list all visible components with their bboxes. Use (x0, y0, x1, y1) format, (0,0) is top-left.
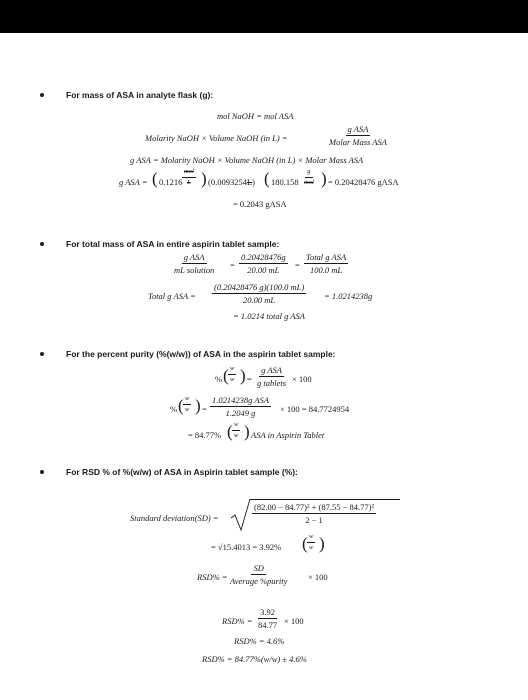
s2-frac-3 (304, 253, 348, 274)
eq-calc-v3: 180.158 (271, 177, 299, 187)
eq-calc-u1 (182, 169, 196, 186)
s4-sd-lhs: Standard deviation(SD) = (130, 513, 219, 523)
s2-frac-3-num: Total g ASA (306, 252, 347, 262)
s4-rsd-num: SD (253, 563, 264, 573)
s3-frac-2 (210, 396, 271, 417)
s2-eq-1: = (230, 260, 235, 270)
s3-frac-1 (255, 366, 288, 387)
s2-total-den: 20.00 mL (243, 294, 276, 305)
unit-g: g (305, 169, 312, 178)
s4-rsd2-times: × 100 (284, 616, 304, 626)
s4-sd-result: = √15.4013 = 3.92% (211, 542, 282, 552)
eq-calc-u3 (302, 169, 316, 186)
top-black-bar (0, 0, 528, 33)
unit-mol-struck-2: mol (304, 178, 314, 186)
unit-l-struck: L (187, 178, 191, 186)
bullet-1 (40, 93, 44, 97)
s4-rsd3: RSD% = 4.6% (234, 636, 285, 646)
s3-w-num-1: w (228, 366, 236, 375)
s2-total-num: (0.20428476 g)(100.0 mL) (214, 282, 305, 292)
s2-frac-2-num: 0.20428476g (241, 252, 286, 262)
eq-molarity-lhs: Molarity NaOH × Volume NaOH (in L) = (145, 133, 288, 143)
s3-pct-1: % (215, 374, 223, 384)
s3-frac-2-num: 1.0214238g ASA (212, 395, 269, 405)
unit-l-struck-2: L (246, 177, 253, 187)
s3-final-post: ASA in Aspirin Tablet (251, 430, 325, 440)
paren-open-1: ( (152, 169, 158, 188)
s4-rsd2-frac (256, 608, 279, 629)
eq-mol-naoh: mol NaOH = mol ASA (217, 111, 294, 121)
s2-frac-2-den: 20.00 mL (247, 264, 280, 275)
s3-final-pre: = 84.77% (188, 430, 222, 440)
s2-frac-1-den: mL solution (174, 264, 215, 275)
s2-eq-2: = (295, 260, 300, 270)
unit-mol-struck: mol (182, 169, 196, 178)
s4-rsd2-num: 3.92 (260, 607, 275, 617)
heading-total-mass: For total mass of ASA in entire aspirin tablet sample: (66, 239, 280, 249)
s3-w-den-3: w (234, 431, 239, 439)
s2-frac-2 (239, 253, 288, 274)
s3-w-num-2: w (183, 396, 191, 405)
eq-calc-rhs: = 0.20428476 gASA (328, 177, 399, 187)
eq-calc-v1: 0.1216 (159, 177, 183, 187)
paren-open-3: ( (264, 169, 270, 188)
s4-w-den: w (309, 543, 314, 551)
heading-mass-asa-flask: For mass of ASA in analyte flask (g): (66, 90, 214, 100)
s3-w-den-1: w (230, 375, 235, 383)
bullet-4 (40, 470, 44, 474)
s4-w-frac (307, 534, 315, 551)
paren-close-3: ) (321, 169, 327, 188)
s3-paren-close-3: ) (244, 422, 250, 441)
s3-paren-open-1: ( (223, 366, 229, 385)
s3-paren-open-2: ( (178, 396, 184, 415)
paren-close-1: ) (201, 169, 207, 188)
s3-eq-1: = (247, 374, 252, 384)
eq-molarity-fraction (327, 125, 389, 146)
s2-frac-3-den: 100.0 mL (310, 264, 343, 275)
sqrt-sign (230, 498, 252, 532)
s4-sd-num: (82.00 − 84.77)² + (87.55 − 84.77)² (254, 502, 375, 512)
s3-times-100: × 100 (292, 374, 312, 384)
s4-rsd-lhs: RSD% = (197, 572, 228, 582)
eq-calc-v2: (0.0093254L) (208, 177, 256, 187)
s4-rsd-den: Average %purity (230, 575, 288, 586)
s4-rsd-frac (228, 564, 289, 585)
s3-frac-1-num: g ASA (261, 365, 282, 375)
s3-pct-2: % (170, 404, 178, 414)
eq-molarity-num: g ASA (347, 124, 369, 134)
sqrt-bar (250, 499, 400, 500)
eq-molarity-den: Molar Mass ASA (329, 136, 387, 147)
s2-total-rhs: = 1.0214238g (324, 291, 373, 301)
s2-frac-1-num: g ASA (183, 252, 205, 262)
s2-final: = 1.0214 total g ASA (233, 311, 305, 321)
s3-w-frac-1 (228, 366, 236, 383)
s3-w-num-3: w (232, 422, 240, 431)
s4-paren-open: ( (302, 534, 308, 553)
eq-g-asa-expanded: g ASA = Molarity NaOH × Volume NaOH (in L) × Molar Mass ASA (130, 155, 364, 165)
s4-w-num: w (307, 534, 315, 543)
s3-w-frac-2 (183, 396, 191, 413)
s4-sd-den: 2 − 1 (305, 514, 323, 525)
s3-paren-open-3: ( (227, 422, 233, 441)
s4-rsd2-den: 84.77 (258, 619, 278, 630)
s2-frac-1 (172, 253, 216, 274)
s4-rsd-times: × 100 (308, 572, 328, 582)
s4-rsd2-lhs: RSD% = (222, 616, 253, 626)
bullet-3 (40, 352, 44, 356)
s3-w-frac-3 (232, 422, 240, 439)
s4-rsd4: RSD% = 84.77%(w/w) ± 4.6% (202, 654, 307, 664)
s2-total-frac (212, 283, 306, 304)
s4-sd-frac (252, 503, 376, 524)
s3-frac-2-den: 1.2049 g (225, 407, 256, 418)
eq-calc-lhs: g ASA = (119, 177, 148, 187)
eq-mass-result: = 0.2043 gASA (233, 199, 287, 209)
bullet-2 (40, 242, 44, 246)
s3-eq-2: = (202, 404, 207, 414)
s3-paren-close-1: ) (240, 366, 246, 385)
s3-w-den-2: w (185, 405, 190, 413)
s4-paren-close: ) (319, 534, 325, 553)
s3-frac-2-rhs: × 100 = 84.7724954 (280, 404, 350, 414)
s3-frac-1-den: g tablets (257, 377, 287, 388)
heading-rsd: For RSD % of %(w/w) of ASA in Aspirin tablet sample (%): (66, 467, 298, 477)
s3-paren-close-2: ) (195, 396, 201, 415)
heading-percent-purity: For the percent purity (%(w/w)) of ASA in the aspirin tablet sample: (66, 349, 336, 359)
s2-total-lhs: Total g ASA = (148, 291, 196, 301)
